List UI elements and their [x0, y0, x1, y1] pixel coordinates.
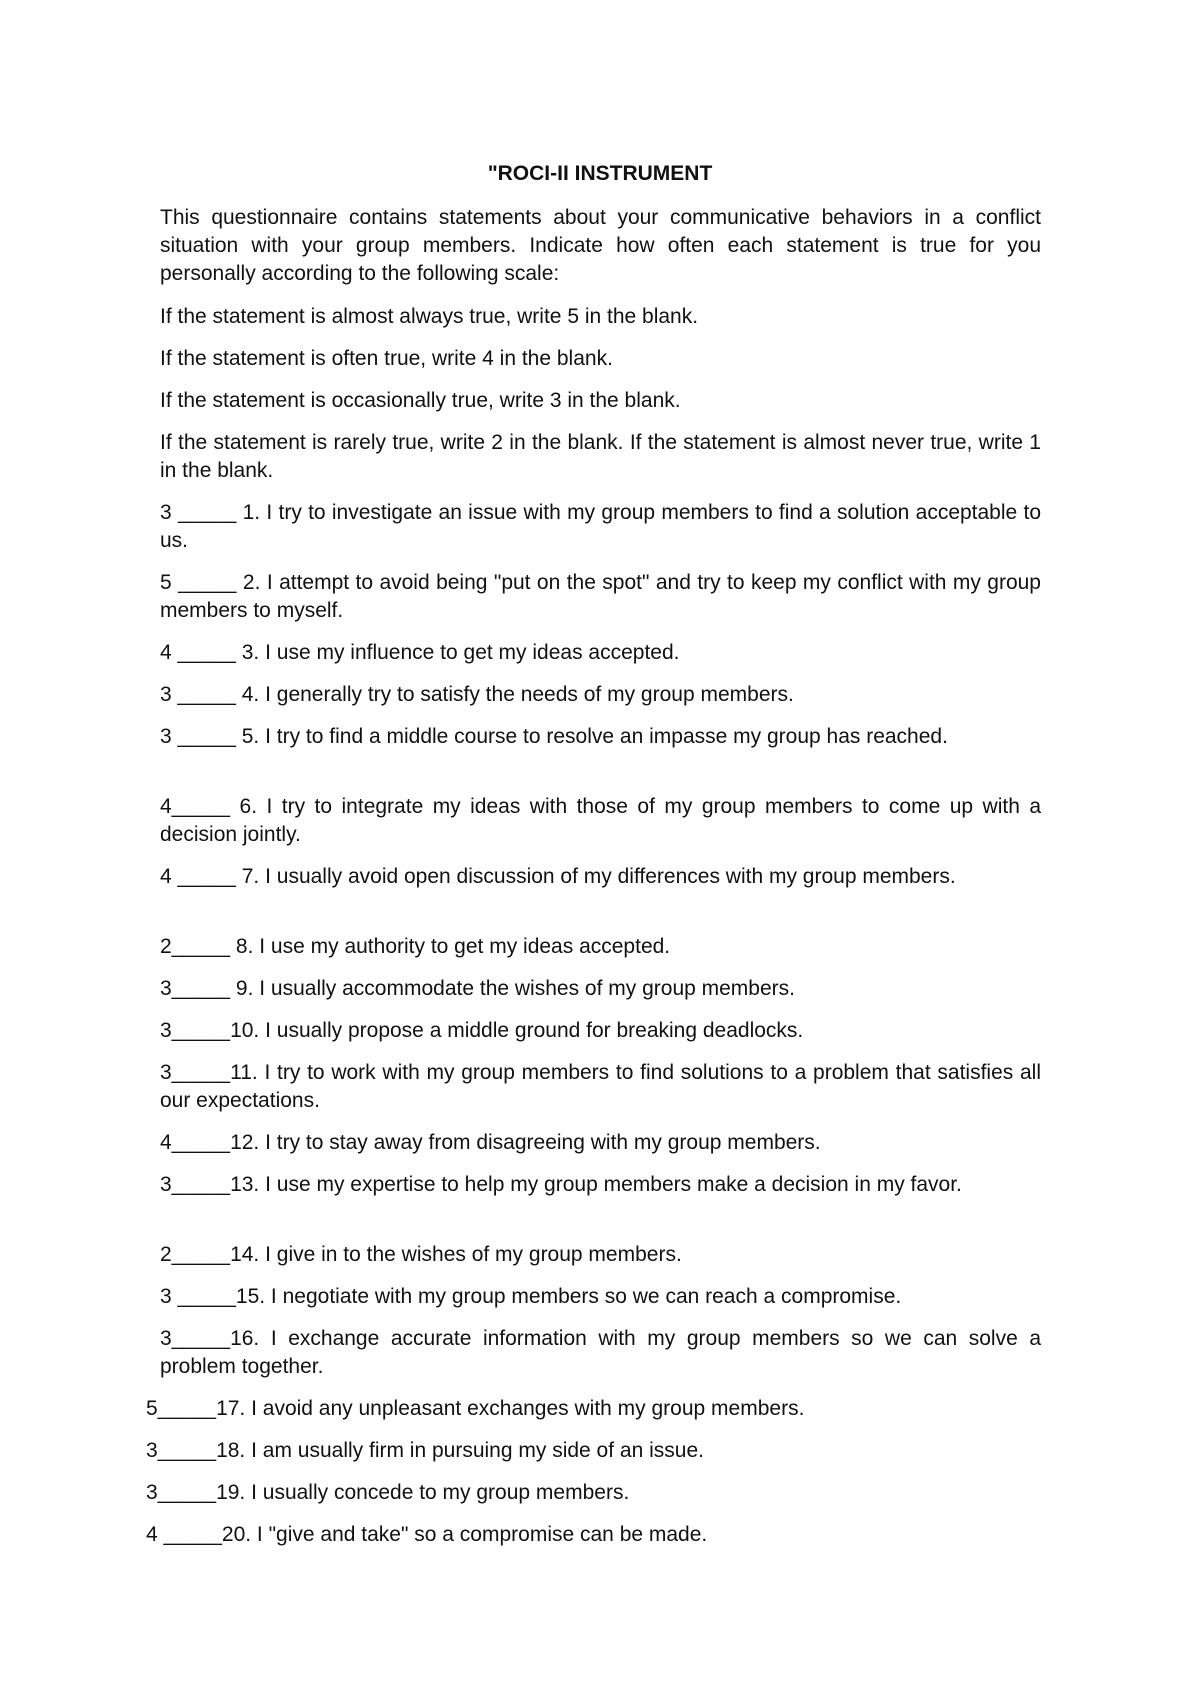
questionnaire-item: 4_____ 6. I try to integrate my ideas with those of my group members to come up with a decision jointly. [160, 795, 1041, 846]
questionnaire-item: 3 _____ 4. I generally try to satisfy the needs of my group members. [160, 683, 794, 706]
scale-line-4: If the statement is often true, write 4 in the blank. [160, 347, 613, 370]
scale-line-3: If the statement is occasionally true, write 3 in the blank. [160, 389, 681, 412]
questionnaire-item: 3_____18. I am usually firm in pursuing my side of an issue. [146, 1439, 704, 1462]
questionnaire-item: 3_____ 9. I usually accommodate the wishes of my group members. [160, 977, 795, 1000]
questionnaire-item: 4 _____ 7. I usually avoid open discussion of my differences with my group members. [160, 865, 956, 888]
questionnaire-item: 5_____17. I avoid any unpleasant exchanges with my group members. [146, 1397, 805, 1420]
questionnaire-item: 3 _____ 1. I try to investigate an issue with my group members to find a solution acceptable to us. [160, 501, 1041, 552]
questionnaire-item: 3_____10. I usually propose a middle ground for breaking deadlocks. [160, 1019, 804, 1042]
questionnaire-item: 3_____16. I exchange accurate information with my group members so we can solve a problem together. [160, 1327, 1041, 1378]
scale-line-2-1: If the statement is rarely true, write 2 in the blank. If the statement is almost never true, write 1 in the blank. [160, 431, 1041, 482]
questionnaire-item: 3 _____15. I negotiate with my group members so we can reach a compromise. [160, 1285, 902, 1308]
questionnaire-item: 3 _____ 5. I try to find a middle course to resolve an impasse my group has reached. [160, 725, 948, 748]
questionnaire-item: 3_____19. I usually concede to my group members. [146, 1481, 630, 1504]
questionnaire-item: 4 _____ 3. I use my influence to get my ideas accepted. [160, 641, 680, 664]
questionnaire-item: 2_____ 8. I use my authority to get my ideas accepted. [160, 935, 671, 958]
page-title: "ROCI-II INSTRUMENT [487, 162, 713, 185]
questionnaire-item: 5 _____ 2. I attempt to avoid being "put on the spot" and try to keep my conflict with my group members to myself. [160, 571, 1041, 622]
scale-line-5: If the statement is almost always true, write 5 in the blank. [160, 305, 699, 328]
questionnaire-item: 3_____11. I try to work with my group members to find solutions to a problem that satisfies all our expectations. [160, 1061, 1041, 1112]
intro-paragraph: This questionnaire contains statements about your communicative behaviors in a conflict situation with your group members. Indicate how often each statement is true for you personally according to the following scale: [160, 206, 1041, 285]
questionnaire-item: 2_____14. I give in to the wishes of my group members. [160, 1243, 682, 1266]
questionnaire-item: 4_____12. I try to stay away from disagreeing with my group members. [160, 1131, 821, 1154]
questionnaire-item: 4 _____20. I "give and take" so a compromise can be made. [146, 1523, 708, 1546]
questionnaire-item: 3_____13. I use my expertise to help my group members make a decision in my favor. [160, 1173, 962, 1196]
